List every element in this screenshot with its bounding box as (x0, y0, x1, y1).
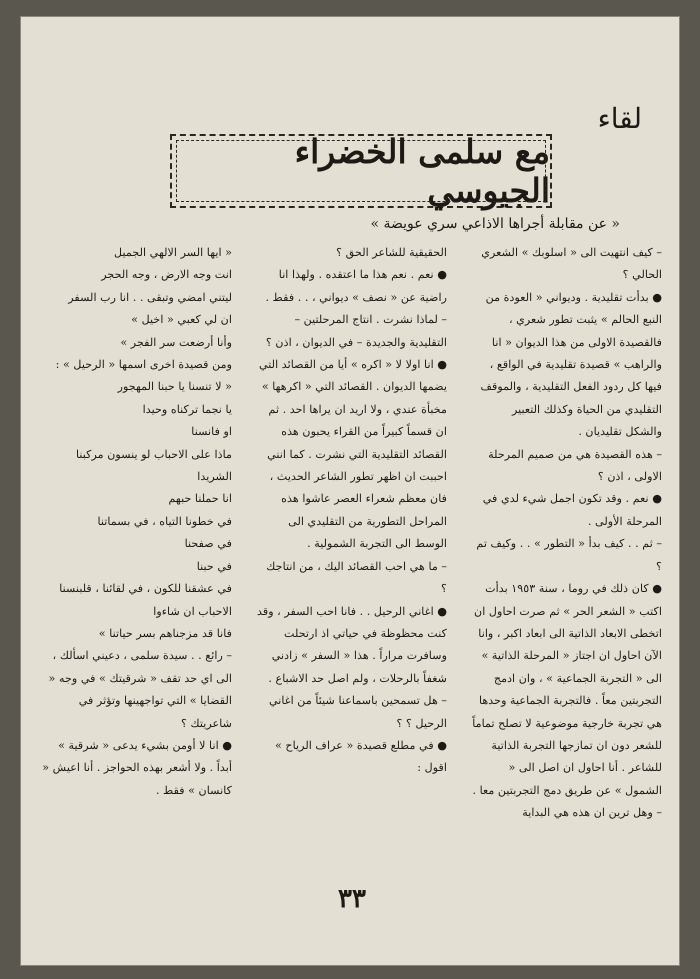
poem-line: وأنا أرضعت سر الفجر » (120, 335, 232, 349)
paragraph: – هل تسمحين باسماعنا شيئاً من اغاني الرحيل ؟ ؟ (268, 694, 447, 730)
title-frame (170, 134, 552, 208)
paragraph: ● انا لا أومن بشيء يدعى « شرقية » أبداً . ولا أشعر بهذه الحواجز . أنا اعيش « كانسان » فقط . (42, 738, 232, 797)
section-label: لقاء (597, 102, 642, 135)
paragraph: ● انا اولا لا « اكره » أيا من القصائد التي يضمها الديوان . القصائد التي « اكرهها » مخبأة عندي ، ولا اريد ان يراها احد . ثم ان قسماً كبيراً من القراء يحبون هذه القصائد التقليدية التي نشرت . كما انني احببت ان اظهر تطور الشاعر الحديث ، فان معظم شعراء العصر عاشوا هذه المراحل التطورية من التقليدي الى الوسط الى التجربة الشمولية . (258, 358, 447, 551)
paragraph: ● نعم . وقد تكون اجمل شيء لدي في المرحلة الأولى . (482, 492, 662, 528)
paragraph: – وهل ترين ان هذه هي البداية (522, 806, 662, 820)
paragraph: ● في مطلع قصيدة « عراف الرياح » اقول : (275, 738, 447, 775)
paragraph: – رائع . . سيدة سلمى ، دعيني اسألك ، الى اي حد تقف « شرقيتك » في وجه « القضايا » التي تواجهينها وتؤثر في شاعريتك ؟ (48, 649, 232, 730)
paragraph: ● نعم . نعم هذا ما اعتقده . ولهذا انا راضية عن « نصف » ديواني ، . . فقط . (265, 268, 447, 304)
paragraph: – لماذا نشرت . انتاج المرحلتين – التقليدية والجديدة – في الديوان ، اذن ؟ (265, 313, 447, 349)
paragraph: ● بدأت تقليدية . وديواني « العودة من النبع الحالم » يثبت تطور شعري ، فالقصيدة الاولى من هذا الديوان « انا والراهب » قصيدة تقليدية في الواقع ، فيها كل ردود الفعل التقليدية ، والموقف التقليدي من الحياة وكذلك التعبير والشكل تقليديان . (480, 290, 662, 439)
poem-line: في حبنا (196, 559, 232, 573)
paragraph: ومن قصيدة اخرى اسمها « الرحيل » : (55, 358, 232, 372)
paragraph: ● اغاني الرحيل . . فانا احب السفر ، وقد كنت محظوظة في حياتي اذ ارتحلت وسافرت مراراً . هذا « السفر » زادني شغفاً بالرحلات ، ولم اصل حد الاشباع . (257, 604, 447, 685)
paragraph: الحقيقية للشاعر الحق ؟ (336, 246, 447, 259)
magazine-page (20, 16, 680, 966)
text-column-middle (257, 242, 447, 912)
paragraph: – هذه القصيدة هي من صميم المرحلة الاولى ، اذن ؟ (488, 447, 662, 484)
paragraph: – كيف انتهيت الى « اسلوبك » الشعري الحالي ؟ (481, 246, 662, 282)
paragraph: – ما هي احب القصائد اليك ، من انتاجك ؟ (266, 559, 447, 596)
poem-line: « ايها السر الالهي الجميل (114, 246, 232, 259)
poem-line: في خطونا التياه ، في بسماتنا (97, 514, 232, 528)
poem-line: يا نجما تركناه وحيدا (142, 402, 232, 416)
poem-line: او فانسنا (191, 425, 232, 439)
article-subtitle: « عن مقابلة أجراها الاذاعي سري عويضة » (370, 216, 620, 232)
poem-line: انا حملنا حبهم (168, 492, 232, 506)
text-column-left (42, 242, 232, 912)
poem-line: ماذا على الاحباب لو ينسون مركبنا الشريدا (75, 447, 232, 484)
poem-line: ان لي كعبي « اخيل » (131, 313, 232, 327)
poem-line: ليتني امضي وتبقى . . انا رب السفر (68, 290, 232, 304)
paragraph: – ثم . . كيف بدأ « التطور » . . وكيف تم ؟ (476, 537, 662, 573)
page-number: ٣٣ (338, 884, 366, 914)
poem-line: انت وجه الارض ، وجه الحجر (101, 268, 232, 282)
poem-line: فانا قد مزجناهم بسر حياتنا » (98, 626, 232, 640)
paragraph: ● كان ذلك في روما ، سنة ١٩٥٣ بدأت اكتب « الشعر الحر » ثم صرت احاول ان اتخطى الابعاد الذاتية الى ابعاد اكبر ، وانا الآن احاول ان اجتاز « المرحلة الذاتية » الى « التجربة الجماعية » ، وان ادمج التجربتين معاً . فالتجربة الجماعية وحدها هي تجربة خارجية موضوعية لا تصلح تماماً للشعر دون ان تمازجها التجربة الذاتية للشاعر . أنا احاول ان اصل الى « الشمول » عن طريق دمج التجربتين معا . (472, 582, 662, 797)
poem-line: « لا تنسنا يا حبنا المهجور (117, 380, 232, 394)
article-title: مع سلمى الخضراء الجيوسي (294, 132, 550, 210)
text-column-right (472, 242, 662, 912)
poem-line: في عشقنا للكون ، في لقائنا ، قلبنسنا الاحباب ان شاءوا (59, 582, 232, 618)
poem-line: في صفحنا (184, 537, 232, 551)
